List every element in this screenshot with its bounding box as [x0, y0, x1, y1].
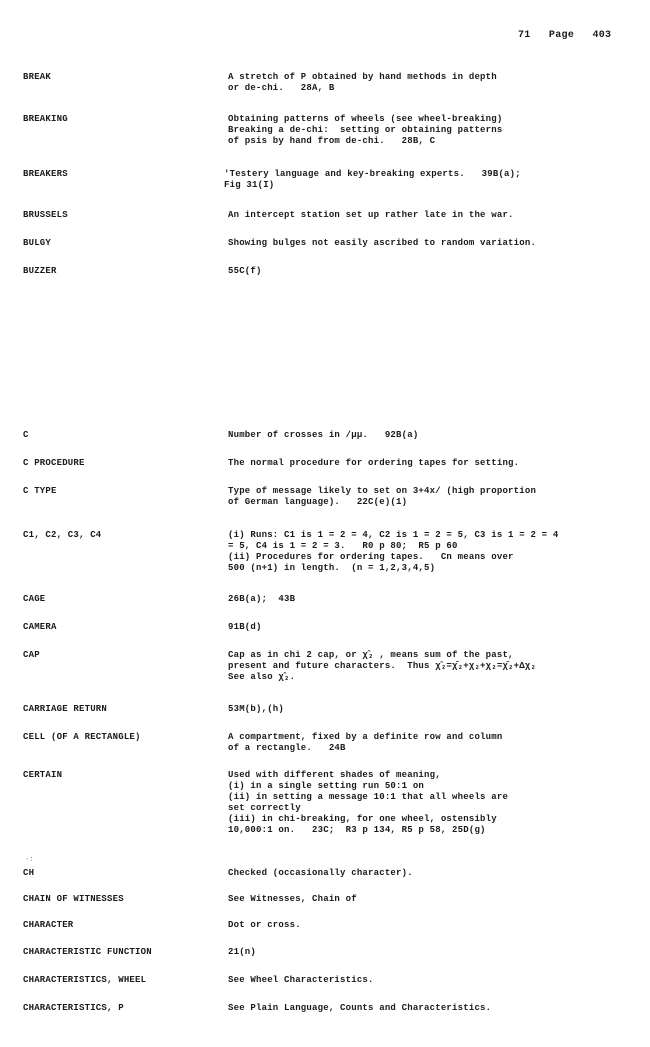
- header-page-label: Page: [548, 30, 575, 41]
- header-page-number: 403: [592, 30, 612, 41]
- entry-definition: (i) Runs: C1 is 1 = 2 = 4, C2 is 1 = 2 = 5, C3 is 1 = 2 = 4 = 5, C4 is 1 = 2 = 3. R0 p 80; R5 p 60 (ii) Procedures for ordering tapes. Cn means over 500 (n+1) in length. (n = 1,2,3,4,5): [228, 530, 559, 573]
- entry-term: BULGY: [23, 238, 52, 248]
- page-header: [518, 30, 611, 41]
- entry-definition: A compartment, fixed by a definite row and column of a rectangle. 24B: [228, 732, 503, 753]
- header-number: 71: [518, 30, 531, 41]
- entry-term: C PROCEDURE: [23, 458, 85, 468]
- entry-definition: A stretch of P obtained by hand methods in depth or de-chi. 28A, B: [228, 72, 497, 93]
- entry-term: CELL (OF A RECTANGLE): [23, 732, 141, 742]
- entry-definition: Obtaining patterns of wheels (see wheel-breaking) Breaking a de-chi: setting or obtaining patterns of psis by hand from de-chi. 28B, C: [228, 114, 503, 146]
- entry-definition: 26B(a); 43B: [228, 594, 296, 604]
- entry-definition: See Witnesses, Chain of: [228, 894, 357, 904]
- entry-definition: 53M(b),(h): [228, 704, 285, 714]
- entry-term: CAMERA: [23, 622, 57, 632]
- entry-definition: An intercept station set up rather late in the war.: [228, 210, 514, 220]
- entry-definition: Cap as in chi 2 cap, or χ̂₂ , means sum of the past, present and future characters. Thus χ̂₂=χ̄₂+χ₂+χ₂=χ̄₂+Δχ₂ See also χ̂₂.: [228, 650, 537, 682]
- entry-term: CH: [23, 868, 35, 878]
- entry-definition: 21(n): [228, 947, 257, 957]
- entry-definition: Used with different shades of meaning, (i) in a single setting run 50:1 on (ii) in setting a message 10:1 that all wheels are set correctly (iii) in chi-breaking, for one wheel, ostensibly 10,000:1 on. 23C; R3 p 134, R5 p 58, 25D(g): [228, 770, 509, 835]
- entry-term: C TYPE: [23, 486, 57, 496]
- entry-term: BREAK: [23, 72, 52, 82]
- stray-mark: ·:: [25, 856, 34, 864]
- entry-definition: Dot or cross.: [228, 920, 301, 930]
- entry-definition: 91B(d): [228, 622, 262, 632]
- entry-term: CAGE: [23, 594, 46, 604]
- entry-definition: 'Testery language and key-breaking experts. 39B(a); Fig 31(I): [224, 169, 521, 190]
- entry-term: CHAIN OF WITNESSES: [23, 894, 124, 904]
- entry-definition: See Plain Language, Counts and Characteristics.: [228, 1003, 492, 1013]
- entry-term: CARRIAGE RETURN: [23, 704, 108, 714]
- entry-definition: 55C(f): [228, 266, 262, 276]
- entry-term: CERTAIN: [23, 770, 63, 780]
- entry-definition: See Wheel Characteristics.: [228, 975, 374, 985]
- entry-definition: Checked (occasionally character).: [228, 868, 413, 878]
- entry-term: BUZZER: [23, 266, 57, 276]
- entry-definition: Type of message likely to set on 3+4x/ (high proportion of German language). 22C(e)(1): [228, 486, 537, 507]
- entry-term: CHARACTERISTIC FUNCTION: [23, 947, 152, 957]
- entry-definition: Showing bulges not easily ascribed to random variation.: [228, 238, 537, 248]
- entry-definition: Number of crosses in /μμ. 92B(a): [228, 430, 419, 440]
- entry-term: BREAKERS: [23, 169, 68, 179]
- entry-term: CAP: [23, 650, 40, 660]
- entry-term: CHARACTERISTICS, WHEEL: [23, 975, 147, 985]
- entry-term: BRUSSELS: [23, 210, 68, 220]
- entry-term: BREAKING: [23, 114, 68, 124]
- entry-term: CHARACTERISTICS, P: [23, 1003, 124, 1013]
- entry-term: C1, C2, C3, C4: [23, 530, 102, 540]
- entry-definition: The normal procedure for ordering tapes for setting.: [228, 458, 520, 468]
- entry-term: C: [23, 430, 29, 440]
- entry-term: CHARACTER: [23, 920, 74, 930]
